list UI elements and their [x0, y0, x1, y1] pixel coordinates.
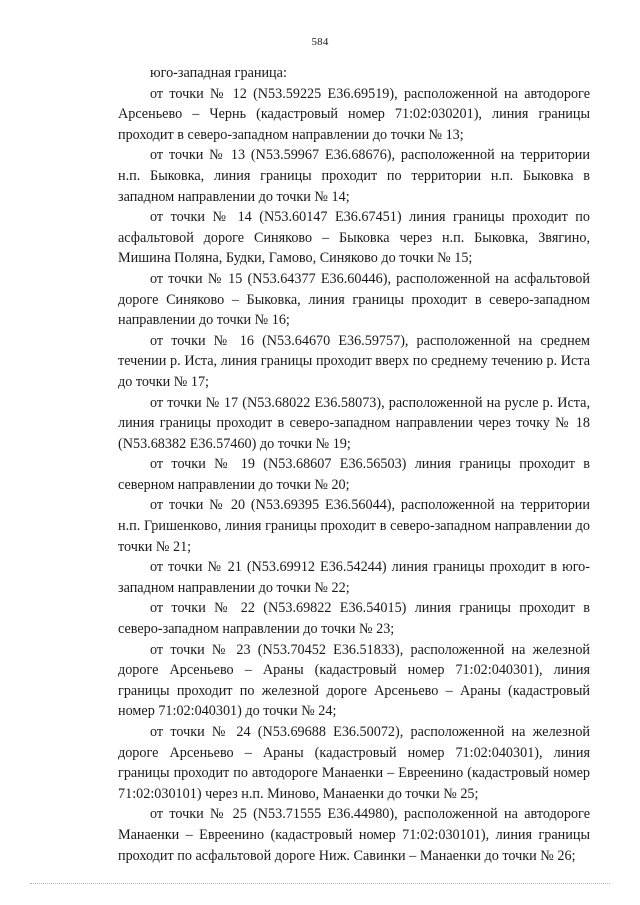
- boundary-paragraph: от точки № 22 (N53.69822 E36.54015) линия границы проходит в северо-западном направлении до точки № 23;: [118, 600, 590, 638]
- boundary-paragraph: от точки № 19 (N53.68607 E36.56503) линия границы проходит в северном направлении до точки № 20;: [118, 456, 590, 493]
- boundary-paragraph: от точки № 25 (N53.71555 E36.44980), расположенной на автодороге Манаенки – Евреенино (кадастровый номер 71:02:030101), линия границы проходит по асфальтовой дороге Ниж. Савинки – Манаенки до точки № 26;: [118, 806, 590, 864]
- document-body: [118, 63, 590, 866]
- page-number: 584: [311, 36, 329, 48]
- boundary-paragraph: от точки № 15 (N53.64377 E36.60446), расположенной на асфальтовой дороге Синяково – Быковка, линия границы проходит в северо-западном направлении до точки № 16;: [118, 270, 590, 329]
- section-heading: юго-западная граница:: [150, 65, 287, 81]
- boundary-paragraph: от точки № 14 (N53.60147 E36.67451) линия границы проходит по асфальтовой дороге Синяково – Быковка через н.п. Быковка, Звягино, Мишина Поляна, Будки, Гамово, Синяково до точки № 15;: [118, 209, 590, 267]
- boundary-paragraph: от точки № 23 (N53.70452 E36.51833), расположенной на железной дороге Арсеньево – Араны (кадастровый номер 71:02:040301), линия границы проходит по железной дороге Арсеньево – Араны (кадастровый номер 71:02:040301) до точки № 24;: [118, 641, 590, 720]
- boundary-paragraph: от точки № 21 (N53.69912 E36.54244) линия границы проходит в юго-западном направлении до точки № 22;: [118, 559, 590, 596]
- footer-dotted-rule: [30, 883, 610, 884]
- boundary-paragraph: от точки № 13 (N53.59967 E36.68676), расположенной на территории н.п. Быковка, линия границы проходит по территории н.п. Быковка в западном направлении до точки № 14;: [118, 147, 590, 205]
- boundary-paragraph: от точки № 24 (N53.69688 E36.50072), расположенной на железной дороге Арсеньево – Араны (кадастровый номер 71:02:040301), линия границы проходит по автодороге Манаенки – Евреенино (кадастровый номер 71:02:030101) через н.п. Миново, Манаенки до точки № 25;: [118, 724, 590, 802]
- boundary-paragraph: от точки № 17 (N53.68022 E36.58073), расположенной на русле р. Иста, линия границы проходит в северо-западном направлении через точку № 18 (N53.68382 E36.57460) до точки № 19;: [118, 394, 590, 452]
- boundary-paragraph: от точки № 16 (N53.64670 E36.59757), расположенной на среднем течении р. Иста, линия границы проходит вверх по среднему течению р. Иста до точки № 17;: [118, 332, 590, 390]
- boundary-paragraph: от точки № 12 (N53.59225 E36.69519), расположенной на автодороге Арсеньево – Чернь (кадастровый номер 71:02:030201), линия границы проходит в северо-западном направлении до точки № 13;: [118, 85, 590, 143]
- boundary-paragraph: от точки № 20 (N53.69395 E36.56044), расположенной на территории н.п. Гришенково, линия границы проходит в северо-западном направлении до точки № 21;: [118, 497, 590, 555]
